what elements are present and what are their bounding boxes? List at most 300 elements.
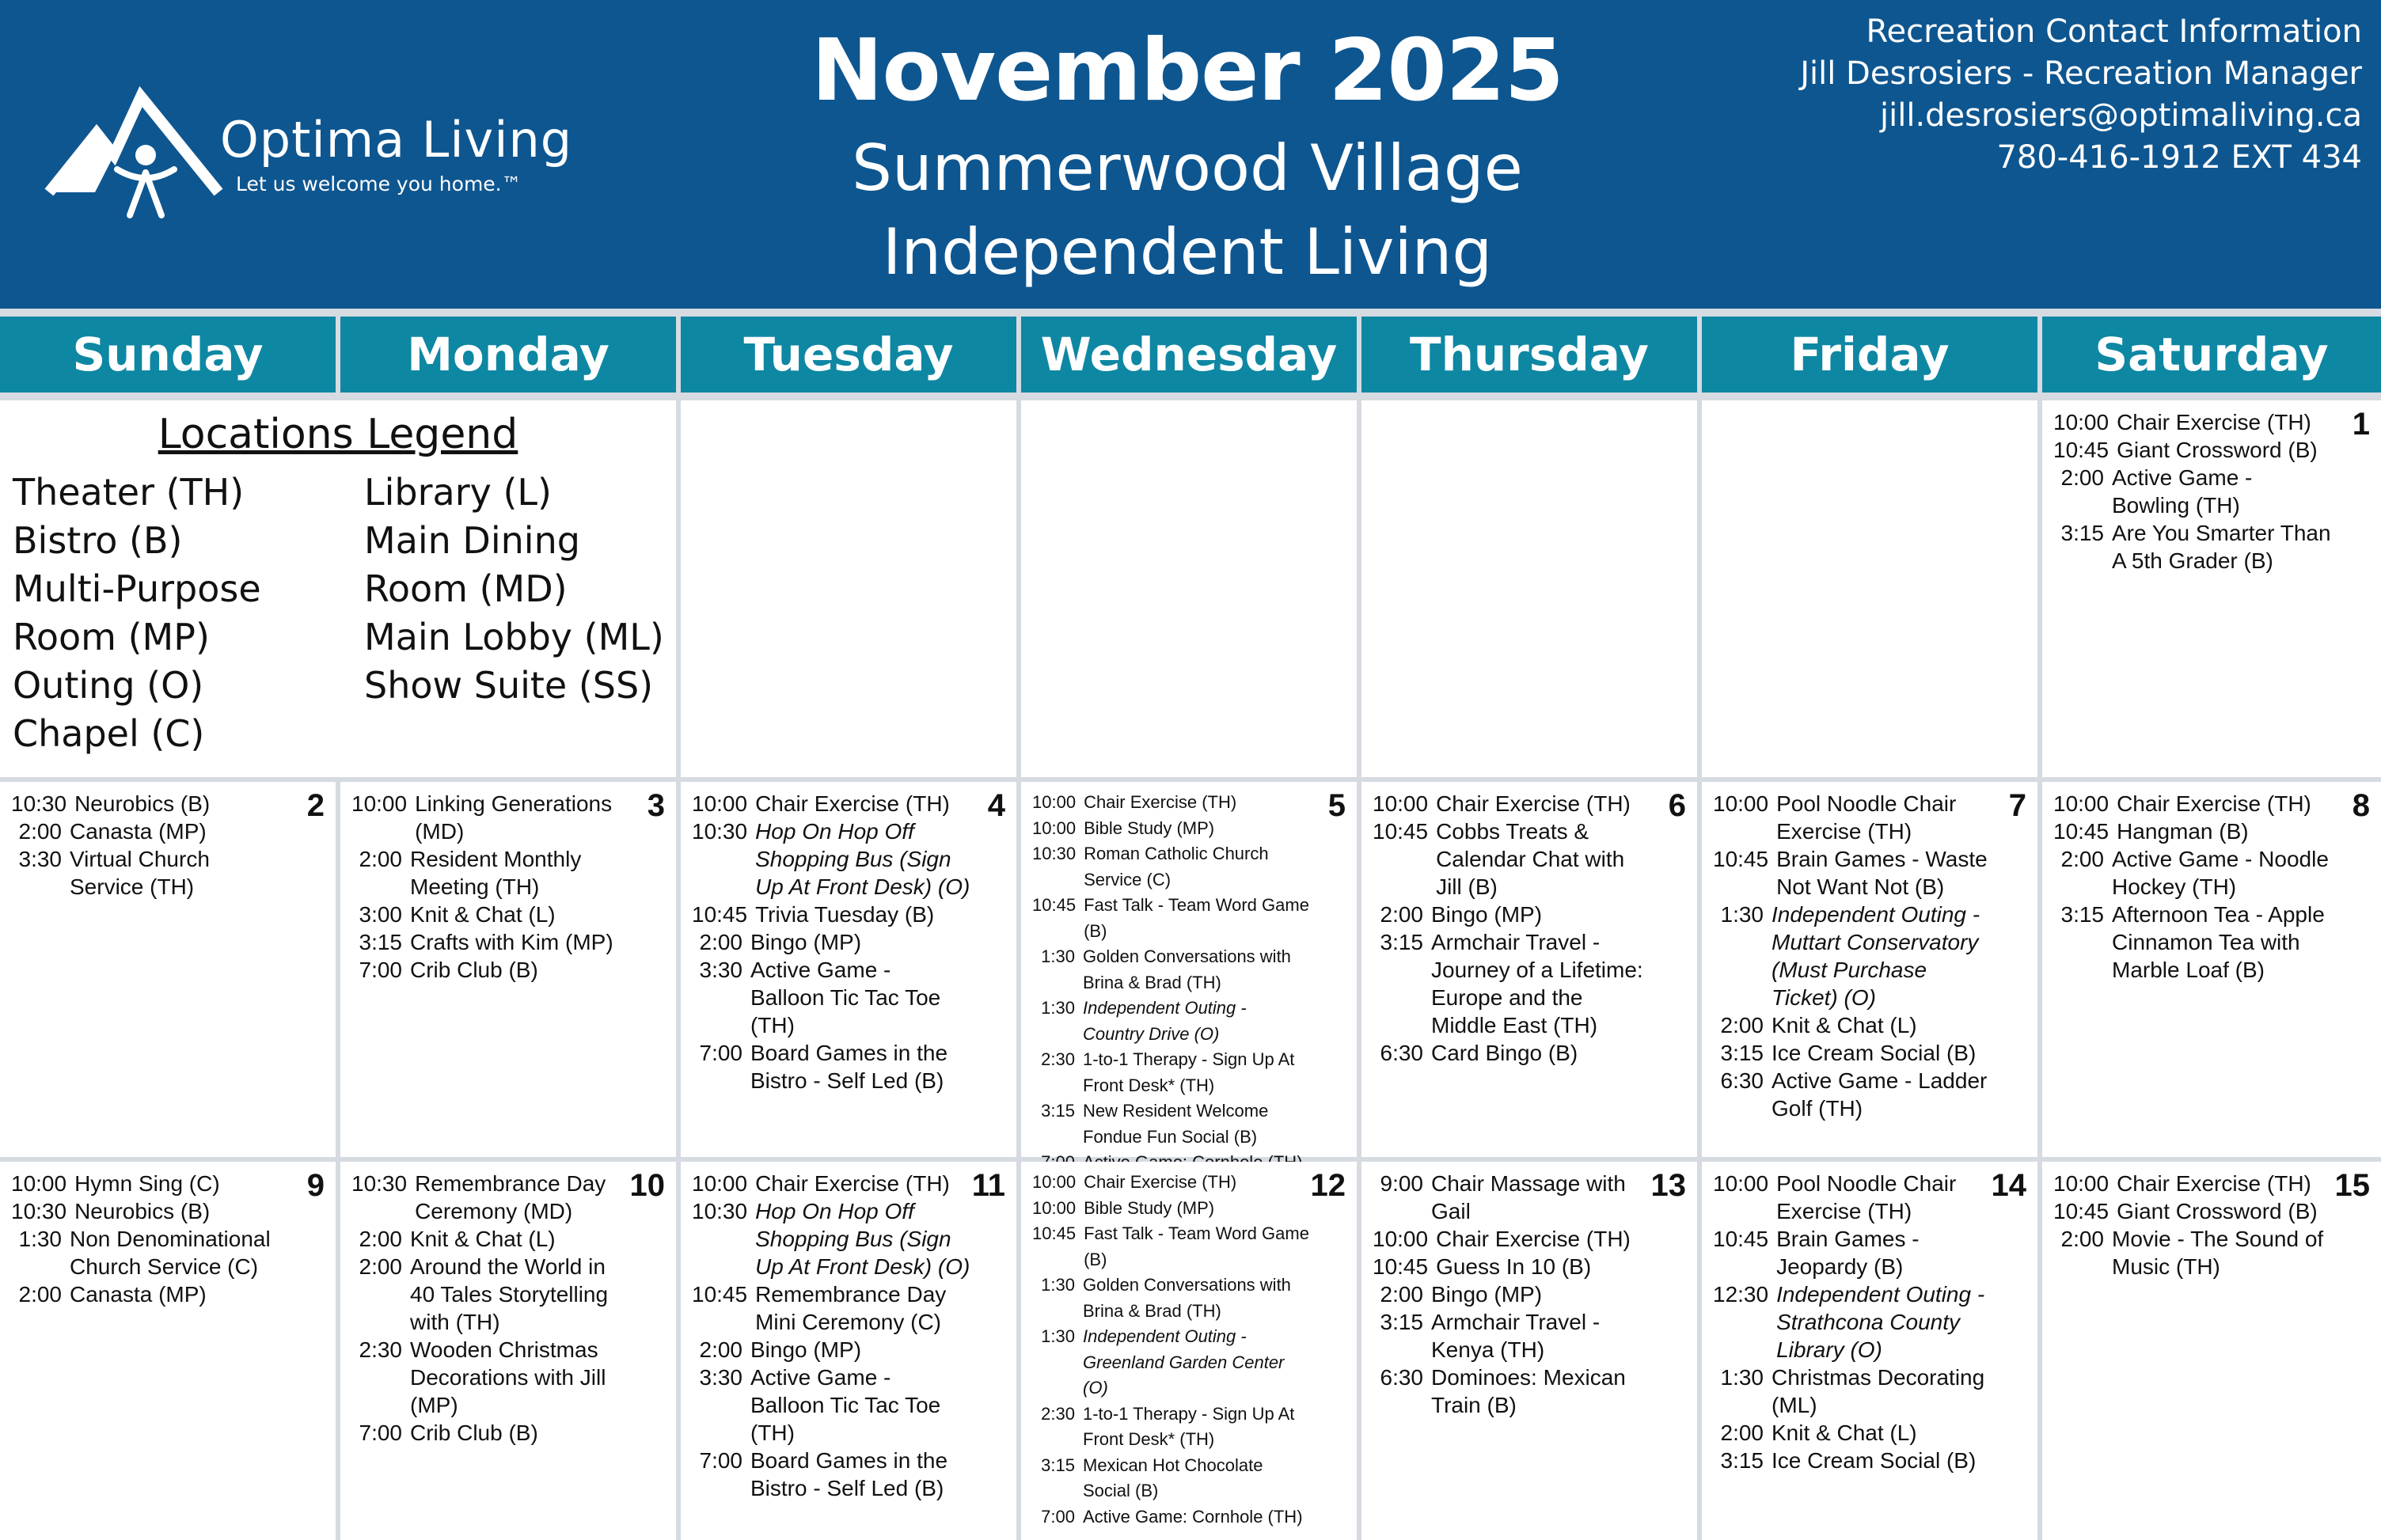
- event-item: [1373, 1170, 1651, 1225]
- legend-item: Library (L): [364, 471, 552, 514]
- event-item: [1032, 1098, 1311, 1150]
- day-cell: [1361, 400, 1697, 777]
- event-description: Dominoes: Mexican Train (B): [1431, 1365, 1626, 1417]
- event-time: 10:30: [11, 1199, 67, 1223]
- event-description: Cobbs Treats & Calendar Chat with Jill (B): [1436, 819, 1625, 899]
- event-time: 2:00: [699, 1337, 742, 1362]
- event-description: Canasta (MP): [70, 819, 207, 844]
- event-item: [1713, 1419, 1992, 1447]
- legend-item: Main Lobby (ML): [364, 616, 664, 658]
- event-description: Remembrance Day Ceremony (MD): [415, 1171, 606, 1223]
- event-item: [1373, 901, 1651, 928]
- event-time: 7:00: [359, 958, 402, 982]
- event-time: 10:45: [2053, 438, 2109, 462]
- legend-item: Bistro (B): [13, 519, 183, 562]
- event-item: [1032, 1196, 1311, 1222]
- event-list: [1713, 1170, 1992, 1474]
- event-list: [1032, 1170, 1311, 1530]
- event-item: [692, 1280, 970, 1336]
- event-list: [1713, 790, 1992, 1122]
- brand-name: Optima Living: [220, 111, 573, 169]
- legend-item: Main Dining: [364, 519, 580, 562]
- day-cell: [681, 400, 1016, 777]
- program-name: Independent Living: [882, 215, 1493, 289]
- legend-item: Show Suite (SS): [364, 664, 654, 707]
- event-item: [2053, 1197, 2335, 1225]
- contact-phone: 780-416-1912 EXT 434: [1996, 139, 2362, 176]
- event-item: [351, 956, 630, 984]
- event-description: 1-to-1 Therapy - Sign Up At Front Desk* (TH): [1083, 1403, 1295, 1449]
- day-number: 7: [2008, 788, 2026, 823]
- event-item: [1713, 901, 1992, 1011]
- event-description: Brain Games - Jeopardy (B): [1776, 1227, 1920, 1279]
- event-time: 3:15: [1041, 1455, 1075, 1475]
- event-description: Knit & Chat (L): [410, 1227, 556, 1251]
- event-description: Remembrance Day Mini Ceremony (C): [755, 1282, 947, 1334]
- event-description: Active Game - Noodle Hockey (TH): [2112, 847, 2329, 899]
- event-item: [351, 1170, 630, 1225]
- weekday-monday: Monday: [340, 317, 676, 393]
- event-description: 1-to-1 Therapy - Sign Up At Front Desk* (TH): [1083, 1049, 1295, 1095]
- day-cell: [681, 1162, 1016, 1540]
- event-time: 10:30: [11, 791, 67, 816]
- event-item: [1032, 1273, 1311, 1324]
- event-description: Hangman (B): [2117, 819, 2249, 844]
- event-time: 10:00: [1032, 1172, 1077, 1192]
- event-time: 2:00: [1380, 1282, 1423, 1307]
- event-time: 10:45: [2053, 819, 2109, 844]
- contact-info: [1800, 11, 2362, 179]
- event-item: [2053, 1170, 2335, 1197]
- day-cell: [1021, 400, 1357, 777]
- event-time: 9:00: [1380, 1171, 1423, 1196]
- event-description: Card Bingo (B): [1431, 1041, 1578, 1065]
- event-description: Independent Outing - Greenland Garden Center (O): [1083, 1326, 1285, 1398]
- legend-item: Room (MD): [364, 567, 568, 610]
- event-time: 10:00: [1032, 792, 1077, 812]
- event-list: [1373, 1170, 1651, 1419]
- event-time: 3:15: [1041, 1101, 1075, 1121]
- calendar-grid: [0, 397, 2381, 1540]
- event-time: 2:00: [2060, 465, 2104, 490]
- event-time: 2:00: [1380, 902, 1423, 927]
- day-cell: [1021, 1162, 1357, 1540]
- day-cell: [1361, 782, 1697, 1157]
- event-item: [1713, 1170, 1992, 1225]
- event-item: [351, 1336, 630, 1419]
- event-description: Chair Exercise (TH): [755, 791, 950, 816]
- day-number: 11: [971, 1168, 1005, 1203]
- event-time: 10:45: [692, 1282, 748, 1307]
- event-time: 10:45: [2053, 1199, 2109, 1223]
- event-time: 12:30: [1713, 1282, 1769, 1307]
- event-time: 2:00: [18, 819, 62, 844]
- event-time: 2:00: [2060, 1227, 2104, 1251]
- title-block: [712, 16, 1662, 294]
- locations-legend: [0, 400, 676, 777]
- event-list: [351, 1170, 630, 1447]
- event-description: Mexican Hot Chocolate Social (B): [1083, 1455, 1263, 1500]
- event-time: 10:00: [11, 1171, 67, 1196]
- event-time: 10:00: [1713, 1171, 1769, 1196]
- event-item: [11, 1170, 290, 1197]
- event-time: 10:00: [1032, 817, 1077, 838]
- weekday-header-row: [0, 312, 2381, 397]
- event-description: Board Games in the Bistro - Self Led (B): [750, 1041, 948, 1093]
- event-item: [11, 1225, 290, 1280]
- event-description: Knit & Chat (L): [410, 902, 556, 927]
- event-item: [351, 1225, 630, 1253]
- event-time: 1:30: [1041, 946, 1075, 966]
- day-number: 12: [1310, 1168, 1346, 1203]
- event-list: [692, 790, 970, 1094]
- event-time: 10:00: [351, 791, 408, 816]
- event-item: [1032, 1221, 1311, 1273]
- event-description: Crafts with Kim (MP): [410, 930, 613, 954]
- event-item: [1032, 816, 1311, 842]
- day-number: 9: [306, 1168, 325, 1203]
- event-description: Giant Crossword (B): [2117, 438, 2318, 462]
- event-description: Bingo (MP): [750, 930, 862, 954]
- event-description: Giant Crossword (B): [2117, 1199, 2318, 1223]
- day-cell: [2042, 1162, 2381, 1540]
- event-list: [1373, 790, 1651, 1067]
- legend-item: Room (MP): [13, 616, 210, 658]
- event-description: Roman Catholic Church Service (C): [1084, 844, 1269, 889]
- day-cell: [1361, 1162, 1697, 1540]
- weekday-tuesday: Tuesday: [681, 317, 1016, 393]
- day-cell: [0, 782, 336, 1157]
- event-time: 1:30: [1041, 998, 1075, 1018]
- event-description: Crib Club (B): [410, 958, 538, 982]
- event-description: Armchair Travel - Kenya (TH): [1431, 1310, 1601, 1362]
- event-item: [2053, 817, 2335, 845]
- event-time: 10:00: [1032, 1197, 1077, 1218]
- event-time: 3:15: [359, 930, 402, 954]
- event-item: [1032, 1504, 1311, 1531]
- day-cell: [681, 782, 1016, 1157]
- event-description: Chair Exercise (TH): [1436, 791, 1631, 816]
- legend-column-left: [13, 468, 261, 758]
- event-item: [1032, 1047, 1311, 1098]
- event-item: [692, 1447, 970, 1502]
- event-time: 3:30: [18, 847, 62, 871]
- day-number: 6: [1668, 788, 1686, 823]
- event-description: Chair Exercise (TH): [1084, 1172, 1237, 1192]
- event-item: [1032, 1453, 1311, 1504]
- event-time: 10:45: [1032, 895, 1077, 915]
- event-item: [351, 1253, 630, 1336]
- event-item: [1373, 1225, 1651, 1253]
- event-item: [351, 845, 630, 901]
- event-description: Chair Massage with Gail: [1431, 1171, 1626, 1223]
- day-number: 2: [306, 788, 325, 823]
- event-time: 7:00: [1041, 1506, 1075, 1527]
- weekday-saturday: Saturday: [2042, 317, 2381, 393]
- event-item: [692, 928, 970, 956]
- event-item: [11, 845, 290, 901]
- contact-name: Jill Desrosiers - Recreation Manager: [1800, 55, 2362, 92]
- day-number: 4: [987, 788, 1005, 823]
- event-item: [1713, 1280, 1992, 1364]
- event-item: [2053, 1225, 2335, 1280]
- event-time: 10:30: [692, 819, 748, 844]
- weekday-wednesday: Wednesday: [1021, 317, 1357, 393]
- event-description: Wooden Christmas Decorations with Jill (MP): [410, 1337, 606, 1417]
- event-description: Ice Cream Social (B): [1772, 1041, 1977, 1065]
- event-description: Active Game: Cornhole (TH): [1083, 1506, 1303, 1527]
- event-item: [692, 956, 970, 1039]
- event-time: 6:30: [1380, 1041, 1423, 1065]
- event-item: [2053, 845, 2335, 901]
- event-item: [1032, 790, 1311, 816]
- event-description: Bible Study (MP): [1084, 1197, 1215, 1218]
- event-item: [1373, 790, 1651, 817]
- event-time: 10:45: [1713, 1227, 1769, 1251]
- event-item: [2053, 790, 2335, 817]
- event-time: 6:30: [1720, 1068, 1764, 1093]
- event-list: [2053, 408, 2335, 575]
- event-item: [1373, 1280, 1651, 1308]
- event-item: [1713, 1447, 1992, 1474]
- event-description: Are You Smarter Than A 5th Grader (B): [2112, 521, 2331, 573]
- day-number: 5: [1327, 788, 1346, 823]
- event-time: 6:30: [1380, 1365, 1423, 1390]
- event-time: 10:45: [1032, 1223, 1077, 1243]
- event-description: Golden Conversations with Brina & Brad (TH): [1083, 1275, 1291, 1321]
- event-item: [351, 901, 630, 928]
- event-item: [11, 790, 290, 817]
- day-cell: [1021, 782, 1357, 1157]
- event-description: Christmas Decorating (ML): [1772, 1365, 1985, 1417]
- event-description: Hop On Hop Off Shopping Bus (Sign Up At Front Desk) (O): [755, 1199, 970, 1279]
- event-description: Board Games in the Bistro - Self Led (B): [750, 1448, 948, 1500]
- event-description: Linking Generations (MD): [415, 791, 613, 844]
- event-time: 7:00: [359, 1421, 402, 1445]
- legend-item: Chapel (C): [13, 712, 205, 755]
- day-cell: [2042, 400, 2381, 777]
- event-time: 10:00: [2053, 1171, 2109, 1196]
- event-item: [1713, 1067, 1992, 1122]
- event-description: Chair Exercise (TH): [1084, 792, 1237, 812]
- event-description: Around the World in 40 Tales Storytelling with (TH): [410, 1254, 609, 1334]
- event-item: [2053, 436, 2335, 464]
- event-description: Active Game - Balloon Tic Tac Toe (TH): [750, 1365, 941, 1445]
- brand-logo: [47, 93, 573, 212]
- event-description: Chair Exercise (TH): [2117, 791, 2311, 816]
- event-time: 1:30: [1041, 1275, 1075, 1295]
- legend-title: Locations Legend: [158, 411, 518, 458]
- community-name: Summerwood Village: [852, 131, 1523, 205]
- event-item: [11, 1197, 290, 1225]
- event-list: [2053, 790, 2335, 984]
- event-time: 10:30: [692, 1199, 748, 1223]
- event-time: 2:00: [1720, 1421, 1764, 1445]
- event-description: Pool Noodle Chair Exercise (TH): [1776, 1171, 1957, 1223]
- event-description: Bingo (MP): [750, 1337, 862, 1362]
- day-number: 10: [629, 1168, 665, 1203]
- event-description: Knit & Chat (L): [1772, 1013, 1917, 1037]
- event-time: 3:15: [2060, 521, 2104, 545]
- event-time: 2:00: [359, 847, 402, 871]
- event-time: 2:00: [18, 1282, 62, 1307]
- legend-item: Theater (TH): [13, 471, 245, 514]
- event-description: Neurobics (B): [74, 1199, 211, 1223]
- event-list: [692, 1170, 970, 1502]
- day-number: 15: [2334, 1168, 2370, 1203]
- event-description: Bible Study (MP): [1084, 817, 1215, 838]
- event-item: [1032, 893, 1311, 944]
- event-description: Neurobics (B): [74, 791, 211, 816]
- event-list: [11, 1170, 290, 1308]
- event-item: [692, 790, 970, 817]
- event-item: [692, 1039, 970, 1094]
- event-time: 10:45: [1373, 1254, 1429, 1279]
- event-time: 1:30: [18, 1227, 62, 1251]
- event-description: Independent Outing - Country Drive (O): [1083, 998, 1247, 1044]
- event-description: Pool Noodle Chair Exercise (TH): [1776, 791, 1957, 844]
- event-item: [2053, 464, 2335, 519]
- event-description: Active Game - Bowling (TH): [2112, 465, 2253, 518]
- event-description: Non Denominational Church Service (C): [70, 1227, 271, 1279]
- event-description: Fast Talk - Team Word Game (B): [1084, 895, 1309, 941]
- event-time: 2:00: [359, 1227, 402, 1251]
- day-number: 3: [647, 788, 665, 823]
- event-item: [1373, 817, 1651, 901]
- day-number: 1: [2352, 407, 2370, 442]
- event-item: [2053, 408, 2335, 436]
- event-item: [1713, 790, 1992, 845]
- event-item: [1032, 944, 1311, 996]
- contact-email[interactable]: jill.desrosiers@optimaliving.ca: [1879, 97, 2362, 134]
- event-time: 2:00: [1720, 1013, 1764, 1037]
- event-time: 3:15: [1720, 1448, 1764, 1473]
- event-list: [1032, 790, 1311, 1176]
- event-time: 10:00: [1373, 791, 1429, 816]
- event-description: Chair Exercise (TH): [1436, 1227, 1631, 1251]
- event-description: Bingo (MP): [1431, 902, 1543, 927]
- day-cell: [2042, 782, 2381, 1157]
- event-description: Fast Talk - Team Word Game (B): [1084, 1223, 1309, 1269]
- event-list: [2053, 1170, 2335, 1280]
- event-time: 3:15: [2060, 902, 2104, 927]
- event-item: [11, 817, 290, 845]
- day-number: 8: [2352, 788, 2370, 823]
- event-time: 1:30: [1720, 1365, 1764, 1390]
- event-item: [1713, 845, 1992, 901]
- event-time: 7:00: [699, 1448, 742, 1473]
- event-item: [692, 1170, 970, 1197]
- event-description: Virtual Church Service (TH): [70, 847, 210, 899]
- event-description: Independent Outing - Muttart Conservatory (Must Purchase Ticket) (O): [1772, 902, 1980, 1010]
- event-time: 2:00: [359, 1254, 402, 1279]
- legend-item: Outing (O): [13, 664, 204, 707]
- event-item: [1713, 1225, 1992, 1280]
- event-description: Golden Conversations with Brina & Brad (TH): [1083, 946, 1291, 992]
- event-description: Chair Exercise (TH): [2117, 410, 2311, 434]
- event-description: Hop On Hop Off Shopping Bus (Sign Up At Front Desk) (O): [755, 819, 970, 899]
- event-description: Crib Club (B): [410, 1421, 538, 1445]
- legend-column-right: [364, 468, 664, 710]
- calendar-header: [0, 0, 2381, 312]
- event-item: [692, 817, 970, 901]
- event-description: Afternoon Tea - Apple Cinnamon Tea with Marble Loaf (B): [2112, 902, 2325, 982]
- event-time: 2:00: [2060, 847, 2104, 871]
- event-time: 7:00: [699, 1041, 742, 1065]
- event-description: Brain Games - Waste Not Want Not (B): [1776, 847, 1988, 899]
- event-item: [351, 928, 630, 956]
- event-description: Canasta (MP): [70, 1282, 207, 1307]
- day-cell: [340, 782, 676, 1157]
- event-time: 10:00: [2053, 791, 2109, 816]
- event-time: 10:45: [1373, 819, 1429, 844]
- event-time: 10:00: [692, 1171, 748, 1196]
- event-list: [11, 790, 290, 901]
- event-item: [1032, 1324, 1311, 1402]
- day-cell: [1702, 782, 2037, 1157]
- event-item: [1713, 1011, 1992, 1039]
- event-time: 3:30: [699, 1365, 742, 1390]
- event-description: Active Game - Balloon Tic Tac Toe (TH): [750, 958, 941, 1037]
- event-time: 3:15: [1380, 1310, 1423, 1334]
- event-item: [692, 1336, 970, 1364]
- legend-item: Multi-Purpose: [13, 567, 261, 610]
- event-time: 10:45: [692, 902, 748, 927]
- brand-tagline: Let us welcome you home.™: [236, 173, 522, 195]
- event-time: 10:00: [2053, 410, 2109, 434]
- event-time: 3:15: [1380, 930, 1423, 954]
- event-item: [2053, 519, 2335, 575]
- event-time: 2:30: [1041, 1403, 1075, 1424]
- day-number: 13: [1650, 1168, 1686, 1203]
- event-time: 10:00: [1713, 791, 1769, 816]
- event-description: Chair Exercise (TH): [755, 1171, 950, 1196]
- event-item: [11, 1280, 290, 1308]
- event-description: Chair Exercise (TH): [2117, 1171, 2311, 1196]
- event-time: 2:30: [359, 1337, 402, 1362]
- event-time: 3:30: [699, 958, 742, 982]
- event-item: [351, 1419, 630, 1447]
- event-time: 10:30: [351, 1171, 408, 1196]
- event-time: 2:30: [1041, 1049, 1075, 1069]
- day-cell: [1702, 400, 2037, 777]
- event-item: [1713, 1364, 1992, 1419]
- event-description: Knit & Chat (L): [1772, 1421, 1917, 1445]
- event-item: [692, 1364, 970, 1447]
- event-description: Bingo (MP): [1431, 1282, 1543, 1307]
- day-cell: [0, 1162, 336, 1540]
- event-time: 1:30: [1720, 902, 1764, 927]
- page-title: November 2025: [811, 21, 1563, 120]
- event-item: [692, 901, 970, 928]
- event-item: [2053, 901, 2335, 984]
- weekday-thursday: Thursday: [1361, 317, 1697, 393]
- event-item: [692, 1197, 970, 1280]
- event-time: 10:00: [1373, 1227, 1429, 1251]
- event-description: Ice Cream Social (B): [1772, 1448, 1977, 1473]
- event-item: [1373, 1253, 1651, 1280]
- event-description: Guess In 10 (B): [1436, 1254, 1592, 1279]
- event-item: [1373, 928, 1651, 1039]
- event-time: 2:00: [699, 930, 742, 954]
- event-time: 3:15: [1720, 1041, 1764, 1065]
- event-item: [1373, 1364, 1651, 1419]
- event-list: [351, 790, 630, 984]
- event-description: Movie - The Sound of Music (TH): [2112, 1227, 2324, 1279]
- event-time: 10:00: [692, 791, 748, 816]
- event-description: Independent Outing - Strathcona County Library (O): [1776, 1282, 1985, 1362]
- event-description: Armchair Travel - Journey of a Lifetime: Europe and the Middle East (TH): [1431, 930, 1643, 1037]
